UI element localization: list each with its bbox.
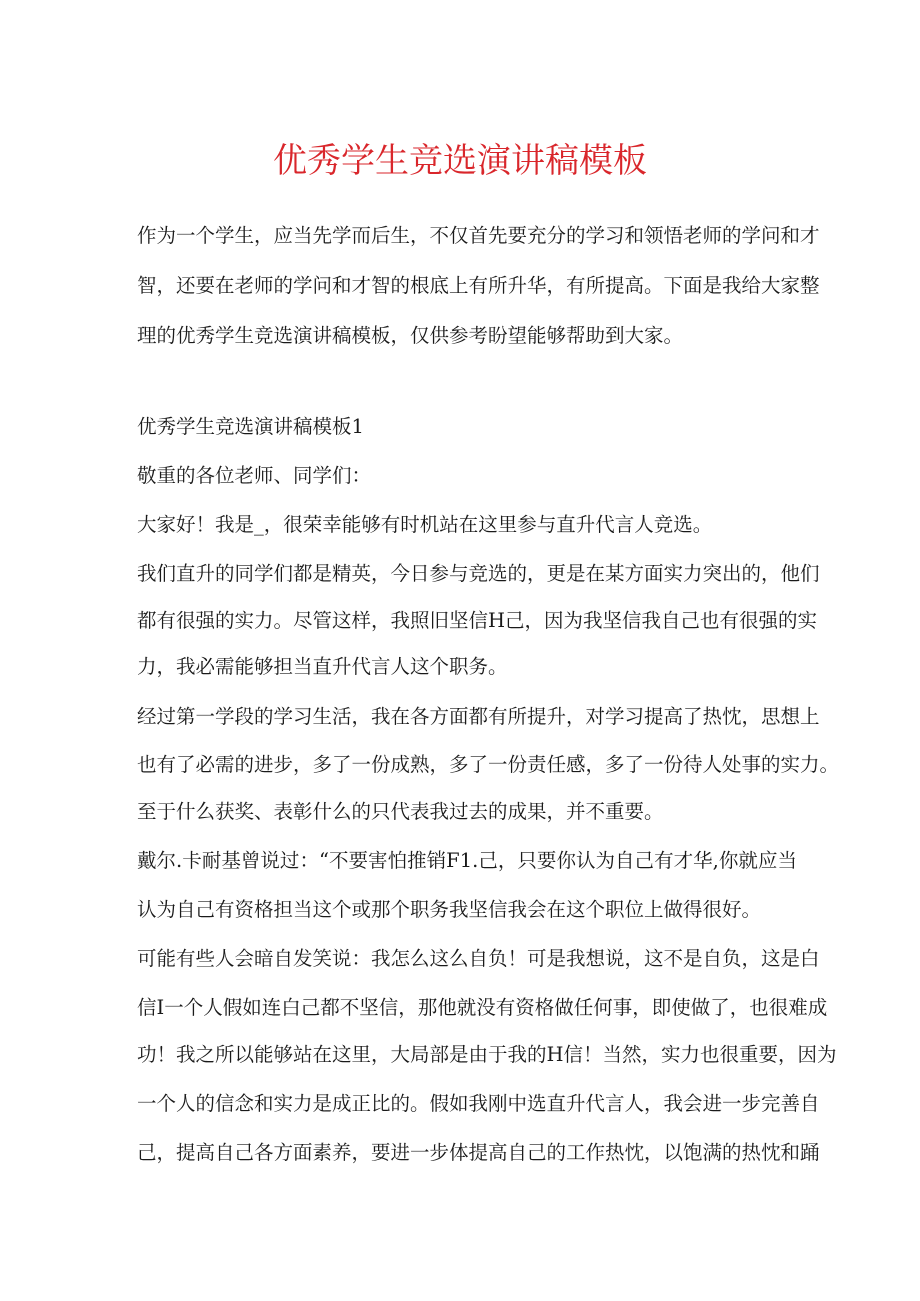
body-line: 信I一个人假如连白己都不坚信，那他就没有资格做任何事，即使做了，也很难成 xyxy=(137,996,828,1019)
body-line: 己，提高自己各方面素养，要进一步体提高自己的工作热忱，以饱满的热忱和踊 xyxy=(137,1141,820,1164)
intro-line: 作为一个学生，应当先学而后生，不仅首先要充分的学习和领悟老师的学问和才 xyxy=(137,224,820,247)
body-line: 戴尔.卡耐基曾说过：“不要害怕推销F1.己，只要你认为自己有才华,你就应当 xyxy=(137,849,797,872)
body-line: 可能有些人会暗自发笑说：我怎么这么自负！可是我想说，这不是自负，这是白 xyxy=(137,947,820,970)
body-line: 认为自己有资格担当这个或那个职务我坚信我会在这个职位上做得很好。 xyxy=(137,898,762,921)
section-heading: 优秀学生竞选演讲稿模板1 xyxy=(137,415,364,438)
body-line: 大家好！我是_，很荣幸能够有时机站在这里参与直升代言人竞选。 xyxy=(137,513,713,536)
intro-line: 理的优秀学生竞选演讲稿模板，仅供参考盼望能够帮助到大家。 xyxy=(137,324,684,347)
body-line: 功！我之所以能够站在这里，大局部是由于我的H信！当然，实力也很重要，因为 xyxy=(137,1043,837,1066)
body-line: 敬重的各位老师、同学们： xyxy=(137,464,372,487)
body-line: 经过第一学段的学习生活，我在各方面都有所提升，对学习提高了热忱，思想上 xyxy=(137,705,820,728)
document-title: 优秀学生竞选演讲稿模板 xyxy=(273,141,647,181)
body-line: 都有很强的实力。尽管这样，我照旧坚信H己，因为我坚信我自己也有很强的实 xyxy=(137,609,818,632)
body-line: 我们直升的同学们都是精英，今日参与竞选的，更是在某方面实力突出的，他们 xyxy=(137,562,820,585)
body-line: 力，我必需能够担当直升代言人这个职务。 xyxy=(137,655,508,678)
intro-line: 智，还要在老师的学问和才智的根底上有所升华，有所提高。下面是我给大家整 xyxy=(137,274,820,297)
body-line: 一个人的信念和实力是成正比的。假如我刚中选直升代言人，我会进一步完善自 xyxy=(137,1092,820,1115)
body-line: 也有了必需的进步，多了一份成熟，多了一份责任感，多了一份待人处事的实力。 xyxy=(137,753,840,776)
body-line: 至于什么获奖、表彰什么的只代表我过去的成果，并不重要。 xyxy=(137,800,664,823)
